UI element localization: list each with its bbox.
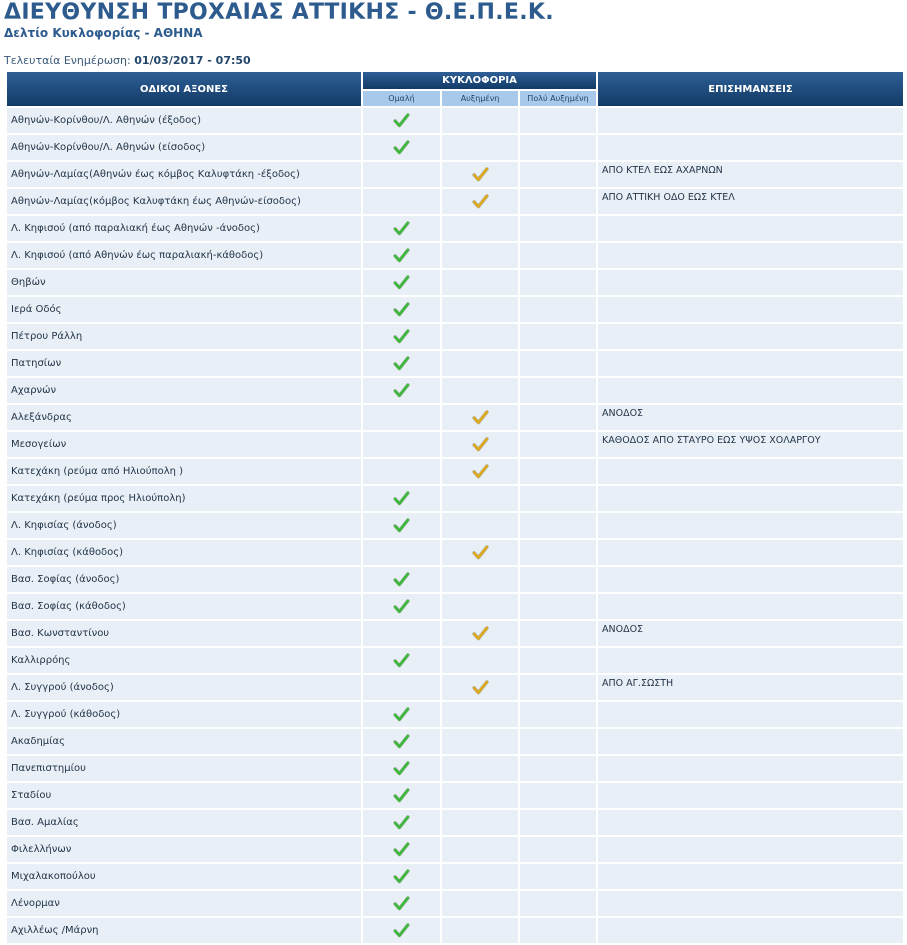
- table-row: [7, 810, 903, 835]
- status-cell-very: [520, 216, 596, 241]
- table-row: [7, 891, 903, 916]
- table-row: [7, 135, 903, 160]
- table-row: [7, 162, 903, 187]
- status-cell-increased: [442, 108, 518, 133]
- note-text: [598, 810, 903, 835]
- status-cell-very: [520, 729, 596, 754]
- status-cell-very: [520, 135, 596, 160]
- status-cell-increased: [442, 324, 518, 349]
- note-text: ΑΠΟ ΑΤΤΙΚΗ ΟΔΟ ΕΩΣ ΚΤΕΛ: [598, 189, 903, 214]
- road-name: Λ. Κηφισίας (άνοδος): [7, 513, 361, 538]
- status-cell-normal: [363, 594, 440, 619]
- note-text: [598, 540, 903, 565]
- status-cell-very: [520, 459, 596, 484]
- status-cell-very: [520, 783, 596, 808]
- status-cell-very: [520, 864, 596, 889]
- status-cell-very: [520, 405, 596, 430]
- check-icon: [472, 436, 489, 453]
- note-text: [598, 459, 903, 484]
- note-text: [598, 783, 903, 808]
- status-cell-normal: [363, 540, 440, 565]
- status-cell-very: [520, 621, 596, 646]
- table-row: [7, 621, 903, 646]
- check-icon: [393, 868, 410, 885]
- status-cell-normal: [363, 648, 440, 673]
- status-cell-normal: [363, 189, 440, 214]
- header-traffic: ΚΥΚΛΟΦΟΡΙΑ: [363, 72, 596, 89]
- check-icon: [393, 382, 410, 399]
- table-row: [7, 648, 903, 673]
- status-cell-increased: [442, 675, 518, 700]
- status-cell-normal: [363, 108, 440, 133]
- check-icon: [393, 922, 410, 939]
- status-cell-increased: [442, 621, 518, 646]
- last-update-label: Τελευταία Ενημέρωση:: [4, 54, 131, 67]
- header-roads: ΟΔΙΚΟΙ ΑΞΟΝΕΣ: [7, 72, 361, 106]
- road-name: Πατησίων: [7, 351, 361, 376]
- status-cell-very: [520, 189, 596, 214]
- status-cell-very: [520, 891, 596, 916]
- status-cell-increased: [442, 810, 518, 835]
- status-cell-increased: [442, 216, 518, 241]
- check-icon: [472, 544, 489, 561]
- status-cell-increased: [442, 162, 518, 187]
- note-text: [598, 648, 903, 673]
- status-cell-very: [520, 675, 596, 700]
- check-icon: [472, 463, 489, 480]
- note-text: ΑΠΟ ΑΓ.ΣΩΣΤΗ: [598, 675, 903, 700]
- status-cell-increased: [442, 783, 518, 808]
- road-name: Καλλιρρόης: [7, 648, 361, 673]
- check-icon: [472, 409, 489, 426]
- check-icon: [393, 328, 410, 345]
- road-name: Λ. Συγγρού (άνοδος): [7, 675, 361, 700]
- status-cell-increased: [442, 648, 518, 673]
- status-cell-very: [520, 594, 596, 619]
- check-icon: [472, 679, 489, 696]
- status-cell-increased: [442, 513, 518, 538]
- check-icon: [393, 733, 410, 750]
- status-cell-increased: [442, 918, 518, 943]
- status-cell-normal: [363, 405, 440, 430]
- note-text: [598, 324, 903, 349]
- road-name: Μεσογείων: [7, 432, 361, 457]
- status-cell-very: [520, 162, 596, 187]
- check-icon: [393, 706, 410, 723]
- status-cell-normal: [363, 729, 440, 754]
- note-text: [598, 486, 903, 511]
- check-icon: [393, 490, 410, 507]
- check-icon: [393, 301, 410, 318]
- subheader-very-increased: Πολύ Αυξημένη: [520, 91, 596, 106]
- check-icon: [393, 139, 410, 156]
- status-cell-increased: [442, 189, 518, 214]
- status-cell-increased: [442, 378, 518, 403]
- status-cell-normal: [363, 864, 440, 889]
- road-name: Μιχαλακοπούλου: [7, 864, 361, 889]
- note-text: [598, 918, 903, 943]
- road-name: Αθηνών-Κορίνθου/Λ. Αθηνών (είσοδος): [7, 135, 361, 160]
- road-name: Αθηνών-Λαμίας(Αθηνών έως κόμβος Καλυφτάκη -έξοδος): [7, 162, 361, 187]
- status-cell-very: [520, 243, 596, 268]
- status-cell-normal: [363, 918, 440, 943]
- header-notes: ΕΠΙΣΗΜΑΝΣΕΙΣ: [598, 72, 903, 106]
- check-icon: [472, 166, 489, 183]
- note-text: ΑΠΟ ΚΤΕΛ ΕΩΣ ΑΧΑΡΝΩΝ: [598, 162, 903, 187]
- table-row: [7, 297, 903, 322]
- road-name: Πανεπιστημίου: [7, 756, 361, 781]
- status-cell-increased: [442, 756, 518, 781]
- check-icon: [393, 220, 410, 237]
- note-text: [598, 216, 903, 241]
- check-icon: [393, 895, 410, 912]
- note-text: ΑΝΟΔΟΣ: [598, 621, 903, 646]
- road-name: Σταδίου: [7, 783, 361, 808]
- status-cell-very: [520, 108, 596, 133]
- road-name: Ακαδημίας: [7, 729, 361, 754]
- note-text: [598, 837, 903, 862]
- last-update-value: 01/03/2017 - 07:50: [134, 54, 251, 67]
- note-text: [598, 108, 903, 133]
- status-cell-very: [520, 567, 596, 592]
- status-cell-normal: [363, 135, 440, 160]
- status-cell-normal: [363, 162, 440, 187]
- table-row: [7, 270, 903, 295]
- table-row: [7, 432, 903, 457]
- check-icon: [472, 193, 489, 210]
- road-name: Φιλελλήνων: [7, 837, 361, 862]
- table-row: [7, 864, 903, 889]
- table-row: [7, 513, 903, 538]
- note-text: ΚΑΘΟΔΟΣ ΑΠΟ ΣΤΑΥΡΟ ΕΩΣ ΥΨΟΣ ΧΟΛΑΡΓΟΥ: [598, 432, 903, 457]
- traffic-rows: [7, 108, 903, 943]
- status-cell-very: [520, 351, 596, 376]
- check-icon: [393, 787, 410, 804]
- table-row: [7, 594, 903, 619]
- table-row: [7, 216, 903, 241]
- table-row: [7, 567, 903, 592]
- status-cell-normal: [363, 432, 440, 457]
- status-cell-increased: [442, 459, 518, 484]
- road-name: Λένορμαν: [7, 891, 361, 916]
- road-name: Βασ. Αμαλίας: [7, 810, 361, 835]
- status-cell-increased: [442, 351, 518, 376]
- status-cell-very: [520, 486, 596, 511]
- note-text: [598, 270, 903, 295]
- traffic-table: [5, 70, 905, 945]
- subheader-normal: Ομαλή: [363, 91, 440, 106]
- road-name: Λ. Συγγρού (κάθοδος): [7, 702, 361, 727]
- note-text: [598, 702, 903, 727]
- status-cell-normal: [363, 567, 440, 592]
- table-row: [7, 351, 903, 376]
- note-text: [598, 351, 903, 376]
- status-cell-increased: [442, 594, 518, 619]
- table-row: [7, 405, 903, 430]
- status-cell-very: [520, 810, 596, 835]
- status-cell-increased: [442, 729, 518, 754]
- status-cell-normal: [363, 621, 440, 646]
- status-cell-very: [520, 918, 596, 943]
- status-cell-normal: [363, 891, 440, 916]
- note-text: [598, 756, 903, 781]
- status-cell-normal: [363, 486, 440, 511]
- road-name: Θηβών: [7, 270, 361, 295]
- table-row: [7, 324, 903, 349]
- status-cell-normal: [363, 243, 440, 268]
- table-row: [7, 189, 903, 214]
- status-cell-increased: [442, 540, 518, 565]
- check-icon: [393, 355, 410, 372]
- status-cell-very: [520, 540, 596, 565]
- status-cell-normal: [363, 702, 440, 727]
- status-cell-normal: [363, 513, 440, 538]
- note-text: [598, 135, 903, 160]
- road-name: Αχιλλέως /Μάρνη: [7, 918, 361, 943]
- status-cell-very: [520, 702, 596, 727]
- road-name: Αθηνών-Λαμίας(κόμβος Καλυφτάκη έως Αθηνών-είσοδος): [7, 189, 361, 214]
- status-cell-normal: [363, 675, 440, 700]
- check-icon: [393, 517, 410, 534]
- check-icon: [393, 760, 410, 777]
- page-title: ΔΙΕΥΘΥΝΣΗ ΤΡΟΧΑΙΑΣ ΑΤΤΙΚΗΣ - Θ.Ε.Π.Ε.Κ.: [4, 0, 554, 25]
- table-row: [7, 702, 903, 727]
- note-text: [598, 297, 903, 322]
- road-name: Αθηνών-Κορίνθου/Λ. Αθηνών (έξοδος): [7, 108, 361, 133]
- note-text: [598, 567, 903, 592]
- road-name: Ιερά Οδός: [7, 297, 361, 322]
- table-row: [7, 108, 903, 133]
- status-cell-normal: [363, 837, 440, 862]
- status-cell-increased: [442, 297, 518, 322]
- check-icon: [393, 652, 410, 669]
- check-icon: [472, 625, 489, 642]
- note-text: [598, 243, 903, 268]
- status-cell-very: [520, 432, 596, 457]
- table-row: [7, 486, 903, 511]
- check-icon: [393, 274, 410, 291]
- note-text: [598, 378, 903, 403]
- status-cell-very: [520, 297, 596, 322]
- table-row: [7, 756, 903, 781]
- road-name: Πέτρου Ράλλη: [7, 324, 361, 349]
- road-name: Κατεχάκη (ρεύμα προς Ηλιούπολη): [7, 486, 361, 511]
- table-row: [7, 378, 903, 403]
- status-cell-normal: [363, 270, 440, 295]
- status-cell-normal: [363, 324, 440, 349]
- road-name: Βασ. Σοφίας (κάθοδος): [7, 594, 361, 619]
- road-name: Λ. Κηφισού (από παραλιακή έως Αθηνών -άνοδος): [7, 216, 361, 241]
- check-icon: [393, 571, 410, 588]
- note-text: [598, 891, 903, 916]
- status-cell-normal: [363, 459, 440, 484]
- table-row: [7, 540, 903, 565]
- road-name: Λ. Κηφισού (από Αθηνών έως παραλιακή-κάθοδος): [7, 243, 361, 268]
- status-cell-very: [520, 513, 596, 538]
- check-icon: [393, 112, 410, 129]
- status-cell-very: [520, 648, 596, 673]
- status-cell-increased: [442, 270, 518, 295]
- check-icon: [393, 841, 410, 858]
- road-name: Αλεξάνδρας: [7, 405, 361, 430]
- note-text: [598, 729, 903, 754]
- table-row: [7, 729, 903, 754]
- table-row: [7, 243, 903, 268]
- status-cell-normal: [363, 783, 440, 808]
- road-name: Αχαρνών: [7, 378, 361, 403]
- table-row: [7, 783, 903, 808]
- note-text: [598, 594, 903, 619]
- road-name: Βασ. Σοφίας (άνοδος): [7, 567, 361, 592]
- status-cell-normal: [363, 216, 440, 241]
- status-cell-increased: [442, 864, 518, 889]
- table-row: [7, 459, 903, 484]
- status-cell-normal: [363, 378, 440, 403]
- status-cell-increased: [442, 891, 518, 916]
- status-cell-increased: [442, 405, 518, 430]
- status-cell-normal: [363, 756, 440, 781]
- status-cell-increased: [442, 243, 518, 268]
- road-name: Κατεχάκη (ρεύμα από Ηλιούπολη ): [7, 459, 361, 484]
- check-icon: [393, 247, 410, 264]
- last-update: [4, 54, 251, 67]
- status-cell-normal: [363, 810, 440, 835]
- status-cell-increased: [442, 135, 518, 160]
- check-icon: [393, 598, 410, 615]
- note-text: [598, 513, 903, 538]
- status-cell-very: [520, 837, 596, 862]
- check-icon: [393, 814, 410, 831]
- status-cell-increased: [442, 486, 518, 511]
- status-cell-normal: [363, 351, 440, 376]
- status-cell-increased: [442, 837, 518, 862]
- status-cell-increased: [442, 567, 518, 592]
- note-text: [598, 864, 903, 889]
- table-row: [7, 675, 903, 700]
- road-name: Λ. Κηφισίας (κάθοδος): [7, 540, 361, 565]
- table-row: [7, 837, 903, 862]
- status-cell-normal: [363, 297, 440, 322]
- road-name: Βασ. Κωνσταντίνου: [7, 621, 361, 646]
- note-text: ΑΝΟΔΟΣ: [598, 405, 903, 430]
- page-subtitle: Δελτίο Κυκλοφορίας - ΑΘΗΝΑ: [4, 26, 203, 40]
- status-cell-increased: [442, 702, 518, 727]
- status-cell-increased: [442, 432, 518, 457]
- table-row: [7, 918, 903, 943]
- status-cell-very: [520, 324, 596, 349]
- status-cell-very: [520, 378, 596, 403]
- status-cell-very: [520, 270, 596, 295]
- status-cell-very: [520, 756, 596, 781]
- subheader-increased: Αυξημένη: [442, 91, 518, 106]
